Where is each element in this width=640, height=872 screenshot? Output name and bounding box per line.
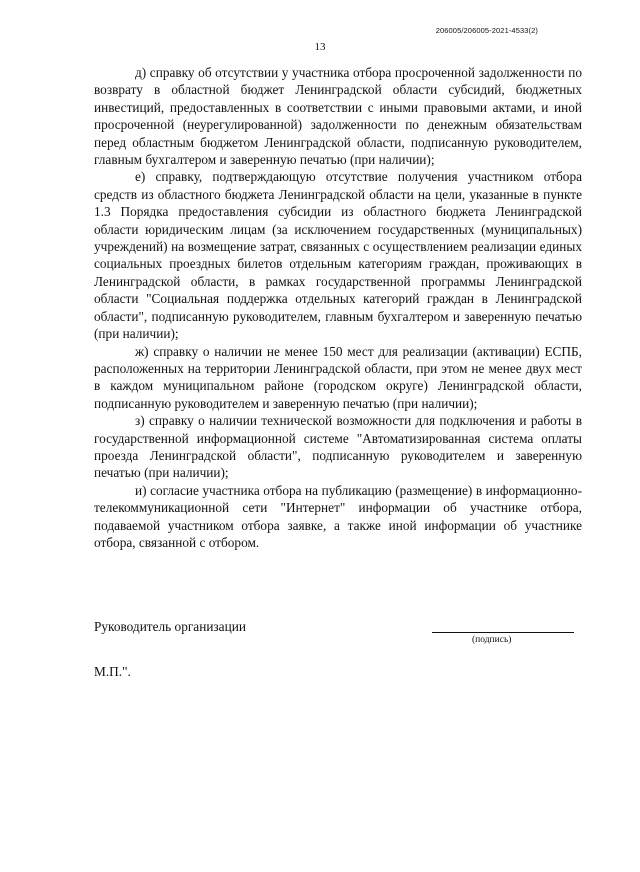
paragraph-e: е) справку, подтверждающую отсутствие получения участником отбора средств из областного бюджета Ленинградской области на цели, указанные в пункте 1.3 Порядка предоставления субсидии из областного бюджета Ленинградской области юридическим лицам (за исключением государственных (муниципальных) учреждений) на возмещение затрат, связанных с осуществлением реализации единых социальных проездных билетов отдельным категориям граждан, проживающих в Ленинградской области, в рамках государственной программы Ленинградской области "Социальная поддержка отдельных категорий граждан в Ленинградской области", подписанную руководителем, главным бухгалтером и заверенную печатью (при наличии);	[94, 169, 582, 342]
document-body	[94, 64, 582, 551]
document-id: 206005/206005-2021-4533(2)	[435, 26, 538, 35]
paragraph-d: д) справку об отсутствии у участника отбора просроченной задолженности по возврату в областной бюджет Ленинградской области субсидий, бюджетных инвестиций, предоставленных в соответствии с иными правовыми актами, и иной просроченной (неурегулированной) задолженности по денежным обязательствам перед областным бюджетом Ленинградской области, подписанную руководителем, главным бухгалтером и заверенную печатью (при наличии);	[94, 65, 582, 168]
page-number: 13	[314, 41, 326, 53]
signature-label: Руководитель организации	[94, 619, 246, 634]
stamp-place: М.П.".	[94, 664, 131, 679]
paragraph-z: з) справку о наличии технической возможности для подключения и работы в государственной информационной системе "Автоматизированная система оплаты проезда Ленинградской области", подписанную руководителем и заверенную печатью (при наличии);	[94, 413, 582, 481]
signature-line	[432, 632, 574, 633]
signature-caption: (подпись)	[472, 635, 512, 645]
paragraph-zh: ж) справку о наличии не менее 150 мест для реализации (активации) ЕСПБ, расположенных на территории Ленинградской области, при этом не менее двух мест в каждом муниципальном районе (городском округе) Ленинградской области, подписанную руководителем и заверенную печатью (при наличии);	[94, 343, 582, 411]
paragraph-i: и) согласие участника отбора на публикацию (размещение) в информационно-телекоммуникационной сети "Интернет" информации об участнике отбора, подаваемой участником отбора заявке, а также иной информации об участнике отбора, связанной с отбором.	[94, 482, 582, 550]
